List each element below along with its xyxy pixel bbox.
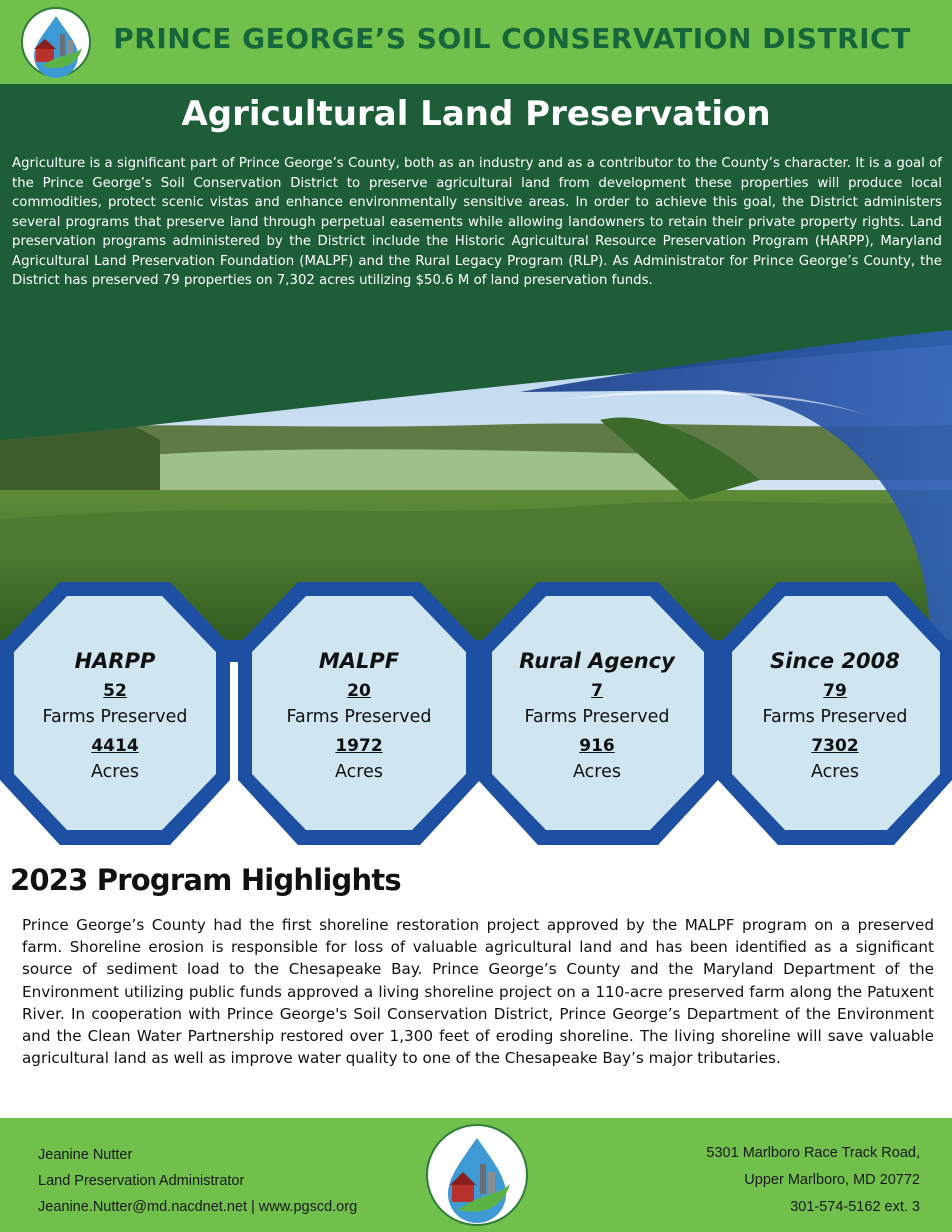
intro-title: Agricultural Land Preservation [181, 94, 771, 134]
contact-title: Land Preservation Administrator [38, 1173, 245, 1189]
address-block [706, 1140, 920, 1221]
stat-farms-count: 79 [823, 681, 847, 701]
stat-acres-label: Acres [91, 762, 139, 782]
address-line-1: 5301 Marlboro Race Track Road, [706, 1145, 920, 1161]
address-line-2: Upper Marlboro, MD 20772 [744, 1172, 920, 1188]
contact-links[interactable]: Jeanine.Nutter@md.nacdnet.net | www.pgscd.org [38, 1199, 358, 1215]
stat-farms-label: Farms Preserved [286, 707, 432, 727]
stat-title: MALPF [318, 649, 400, 673]
stat-acres-label: Acres [811, 762, 859, 782]
stat-title: HARPP [74, 649, 156, 673]
stat-harpp [15, 648, 215, 785]
stat-rural-agency [497, 648, 697, 785]
stat-acres-count: 1972 [335, 736, 383, 756]
contact-name: Jeanine Nutter [38, 1147, 133, 1163]
stat-acres-count: 4414 [91, 736, 139, 756]
intro-paragraph: Agriculture is a significant part of Prince George’s County, both as an industry and as a contributor to the County’s character. It is a goal of the Prince George’s Soil Conservation District to preserve agricultural land from development these properties will produce local commodities, protect scenic vistas and enhance environmentally sensitive areas. In order to achieve this goal, the District administers several programs that preserve land through perpetual easements while allowing landowners to retain their private property rights. Land preservation programs administered by the District include the Historic Agricultural Resource Preservation Program (HARPP), Maryland Agricultural Land Preservation Foundation (MALPF) and the Rural Legacy Program (RLP). As Administrator for Prince George’s County, the District has preserved 79 properties on 7,302 acres utilizing $50.6 M of land preservation funds. [12, 156, 942, 288]
stat-acres-count: 7302 [811, 736, 859, 756]
organization-name: PRINCE GEORGE’S SOIL CONSERVATION DISTRICT [113, 22, 911, 55]
stat-farms-count: 20 [347, 681, 371, 701]
stat-malpf [259, 648, 459, 785]
stat-farms-count: 52 [103, 681, 127, 701]
highlights-paragraph: Prince George’s County had the first shoreline restoration project approved by the MALPF program on a preserved farm. Shoreline erosion is responsible for loss of valuable agricultural land and has been identified as a significant source of sediment load to the Chesapeake Bay. Prince George’s County and the Maryland Department of the Environment utilizing public funds approved a living shoreline project on a 110-acre preserved farm along the Patuxent River. In cooperation with Prince George's Soil Conservation District, Prince George’s Department of the Environment and the Clean Water Partnership restored over 1,300 feet of eroding shoreline. The living shoreline will save valuable agricultural land as well as improve water quality to one of the Chesapeake Bay’s major tributaries. [22, 916, 934, 1068]
stat-acres-label: Acres [573, 762, 621, 782]
stat-farms-label: Farms Preserved [524, 707, 670, 727]
stat-title: Since 2008 [770, 649, 900, 673]
district-logo-footer [418, 1120, 536, 1230]
stat-farms-label: Farms Preserved [42, 707, 188, 727]
stat-since-2008 [735, 648, 935, 785]
contact-block [38, 1142, 357, 1220]
phone-number: 301-574-5162 ext. 3 [790, 1199, 920, 1215]
stat-title: Rural Agency [519, 649, 675, 673]
stat-farms-count: 7 [591, 681, 603, 701]
stat-farms-label: Farms Preserved [762, 707, 908, 727]
stat-acres-label: Acres [335, 762, 383, 782]
highlights-title: 2023 Program Highlights [10, 863, 401, 897]
stat-acres-count: 916 [579, 736, 615, 756]
